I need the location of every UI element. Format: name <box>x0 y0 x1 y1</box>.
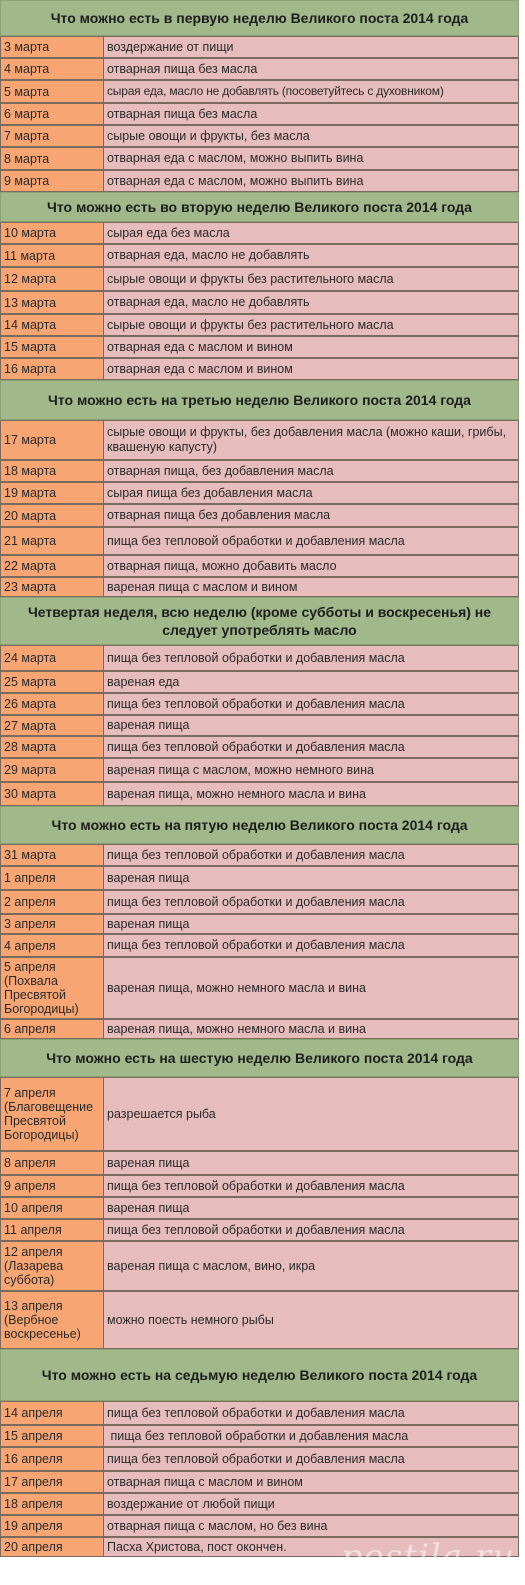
food-cell: пища без тепловой обработки и добавления масла <box>103 890 519 914</box>
table-row <box>0 1425 519 1447</box>
table-row <box>0 671 519 693</box>
date-cell: 19 апреля <box>0 1515 103 1537</box>
week-section <box>0 1349 519 1557</box>
food-cell: пища без тепловой обработки и добавления масла <box>103 1401 519 1425</box>
week-section <box>0 597 519 806</box>
food-cell: вареная пища, можно немного масла и вина <box>103 957 519 1019</box>
food-cell: вареная пища с маслом и вином <box>103 577 519 597</box>
table-row <box>0 80 519 103</box>
date-cell: 22 марта <box>0 555 103 577</box>
table-row <box>0 1471 519 1493</box>
food-cell: отварная пища с маслом, но без вина <box>103 1515 519 1537</box>
food-cell: пища без тепловой обработки и добавления масла <box>103 1175 519 1197</box>
food-cell: пища без тепловой обработки и добавления масла <box>103 736 519 758</box>
date-cell: 13 апреля (Вербное воскресенье) <box>0 1291 103 1349</box>
date-cell: 15 марта <box>0 336 103 358</box>
food-cell: отварная еда, масло не добавлять <box>103 291 519 314</box>
date-cell: 26 марта <box>0 693 103 715</box>
table-row <box>0 1219 519 1241</box>
food-cell: сырые овощи и фрукты, без масла <box>103 125 519 147</box>
food-cell: отварная пища без масла <box>103 58 519 80</box>
date-cell: 30 марта <box>0 782 103 806</box>
date-cell: 1 апреля <box>0 866 103 890</box>
food-cell: Пасха Христова, пост окончен. <box>103 1537 519 1557</box>
date-cell: 20 апреля <box>0 1537 103 1557</box>
food-cell: сырая еда без масла <box>103 222 519 244</box>
table-row <box>0 58 519 80</box>
table-row <box>0 1401 519 1425</box>
date-cell: 28 марта <box>0 736 103 758</box>
food-cell: пища без тепловой обработки и добавления масла <box>103 1425 519 1447</box>
week-header: Что можно есть на пятую неделю Великого поста 2014 года <box>0 806 519 844</box>
week-section <box>0 1039 519 1349</box>
food-cell: пища без тепловой обработки и добавления масла <box>103 934 519 957</box>
food-cell: отварная пища без масла <box>103 103 519 125</box>
food-cell: отварная еда с маслом и вином <box>103 336 519 358</box>
food-cell: пища без тепловой обработки и добавления масла <box>103 645 519 671</box>
table-row <box>0 291 519 314</box>
date-cell: 17 марта <box>0 420 103 460</box>
date-cell: 13 марта <box>0 291 103 314</box>
week-header: Что можно есть на третью неделю Великого поста 2014 года <box>0 380 519 420</box>
food-cell: пища без тепловой обработки и добавления масла <box>103 1219 519 1241</box>
food-cell: отварная еда с маслом и вином <box>103 358 519 380</box>
date-cell: 12 апреля (Лазарева суббота) <box>0 1241 103 1291</box>
week-header: Что можно есть на седьмую неделю Великого поста 2014 года <box>0 1349 519 1401</box>
date-cell: 7 марта <box>0 125 103 147</box>
table-row <box>0 125 519 147</box>
table-row <box>0 555 519 577</box>
food-cell: отварная пища с маслом и вином <box>103 1471 519 1493</box>
date-cell: 4 апреля <box>0 934 103 957</box>
date-cell: 23 марта <box>0 577 103 597</box>
table-row <box>0 36 519 58</box>
food-cell: вареная пища <box>103 866 519 890</box>
table-row <box>0 482 519 504</box>
table-row <box>0 1515 519 1537</box>
food-cell: пища без тепловой обработки и добавления масла <box>103 844 519 866</box>
table-row <box>0 577 519 597</box>
date-cell: 31 марта <box>0 844 103 866</box>
date-cell: 6 марта <box>0 103 103 125</box>
food-cell: отварная еда с маслом, можно выпить вина <box>103 147 519 170</box>
table-row <box>0 244 519 267</box>
table-row <box>0 1197 519 1219</box>
food-cell: отварная пища без добавления масла <box>103 504 519 527</box>
food-cell: вареная пища с маслом, можно немного вина <box>103 758 519 782</box>
table-row <box>0 420 519 460</box>
date-cell: 12 марта <box>0 267 103 291</box>
table-row <box>0 1447 519 1471</box>
table-row <box>0 1151 519 1175</box>
table-row <box>0 147 519 170</box>
food-cell: вареная пища, можно немного масла и вина <box>103 1019 519 1039</box>
week-header: Что можно есть на шестую неделю Великого поста 2014 года <box>0 1039 519 1077</box>
table-row <box>0 527 519 555</box>
table-row <box>0 914 519 934</box>
week-section <box>0 0 519 192</box>
date-cell: 27 марта <box>0 715 103 736</box>
table-row <box>0 890 519 914</box>
food-cell: вареная пища <box>103 1151 519 1175</box>
table-row <box>0 1175 519 1197</box>
date-cell: 11 апреля <box>0 1219 103 1241</box>
food-cell: вареная пища с маслом, вино, икра <box>103 1241 519 1291</box>
date-cell: 25 марта <box>0 671 103 693</box>
table-row <box>0 934 519 957</box>
table-row <box>0 103 519 125</box>
food-cell: отварная еда с маслом, можно выпить вина <box>103 170 519 192</box>
table-row <box>0 1241 519 1291</box>
food-cell: можно поесть немного рыбы <box>103 1291 519 1349</box>
table-row <box>0 844 519 866</box>
date-cell: 8 марта <box>0 147 103 170</box>
table-row <box>0 866 519 890</box>
food-cell: пища без тепловой обработки и добавления масла <box>103 693 519 715</box>
date-cell: 15 апреля <box>0 1425 103 1447</box>
date-cell: 9 апреля <box>0 1175 103 1197</box>
date-cell: 16 марта <box>0 358 103 380</box>
table-row <box>0 1493 519 1515</box>
food-cell: вареная пища <box>103 914 519 934</box>
table-row <box>0 1291 519 1349</box>
date-cell: 20 марта <box>0 504 103 527</box>
date-cell: 5 марта <box>0 80 103 103</box>
table-row <box>0 504 519 527</box>
food-cell: сырые овощи и фрукты без растительного масла <box>103 267 519 291</box>
food-cell: отварная пища, без добавления масла <box>103 460 519 482</box>
table-row <box>0 782 519 806</box>
table-row <box>0 170 519 192</box>
table-row <box>0 715 519 736</box>
date-cell: 29 марта <box>0 758 103 782</box>
food-cell: сырая еда, масло не добавлять (посоветуйтесь с духовником) <box>103 80 519 103</box>
table-row <box>0 314 519 336</box>
date-cell: 11 марта <box>0 244 103 267</box>
date-cell: 18 марта <box>0 460 103 482</box>
date-cell: 6 апреля <box>0 1019 103 1039</box>
date-cell: 9 марта <box>0 170 103 192</box>
food-cell: пища без тепловой обработки и добавления масла <box>103 527 519 555</box>
date-cell: 18 апреля <box>0 1493 103 1515</box>
food-cell: воздержание от пищи <box>103 36 519 58</box>
date-cell: 4 марта <box>0 58 103 80</box>
table-row <box>0 1019 519 1039</box>
food-cell: вареная еда <box>103 671 519 693</box>
week-section <box>0 380 519 597</box>
week-section <box>0 806 519 1039</box>
table-row <box>0 460 519 482</box>
date-cell: 14 марта <box>0 314 103 336</box>
date-cell: 16 апреля <box>0 1447 103 1471</box>
food-cell: сырая пища без добавления масла <box>103 482 519 504</box>
food-cell: вареная пища <box>103 715 519 736</box>
food-cell: сырые овощи и фрукты, без добавления масла (можно каши, грибы, квашеную капусту) <box>103 420 519 460</box>
week-header: Что можно есть во вторую неделю Великого поста 2014 года <box>0 192 519 222</box>
table-row <box>0 222 519 244</box>
date-cell: 3 апреля <box>0 914 103 934</box>
week-header: Четвертая неделя, всю неделю (кроме субботы и воскресенья) не следует употреблять масло <box>0 597 519 645</box>
food-cell: вареная пища, можно немного масла и вина <box>103 782 519 806</box>
food-cell: сырые овощи и фрукты без растительного масла <box>103 314 519 336</box>
date-cell: 24 марта <box>0 645 103 671</box>
food-cell: отварная еда, масло не добавлять <box>103 244 519 267</box>
watermark-logo: postila.ru <box>340 1537 515 1577</box>
table-row <box>0 736 519 758</box>
table-row <box>0 1077 519 1151</box>
week-header: Что можно есть в первую неделю Великого поста 2014 года <box>0 0 519 36</box>
food-cell: воздержание от любой пищи <box>103 1493 519 1515</box>
food-cell: пища без тепловой обработки и добавления масла <box>103 1447 519 1471</box>
food-cell: вареная пища <box>103 1197 519 1219</box>
date-cell: 14 апреля <box>0 1401 103 1425</box>
date-cell: 3 марта <box>0 36 103 58</box>
date-cell: 19 марта <box>0 482 103 504</box>
table-row <box>0 336 519 358</box>
week-section <box>0 192 519 380</box>
date-cell: 17 апреля <box>0 1471 103 1493</box>
date-cell: 5 апреля (Похвала Пресвятой Богородицы) <box>0 957 103 1019</box>
table-row <box>0 267 519 291</box>
table-row <box>0 693 519 715</box>
date-cell: 10 апреля <box>0 1197 103 1219</box>
table-row <box>0 358 519 380</box>
date-cell: 7 апреля (Благовещение Пресвятой Богородицы) <box>0 1077 103 1151</box>
table-row <box>0 758 519 782</box>
date-cell: 10 марта <box>0 222 103 244</box>
table-row <box>0 645 519 671</box>
table-row <box>0 957 519 1019</box>
food-cell: разрешается рыба <box>103 1077 519 1151</box>
date-cell: 21 марта <box>0 527 103 555</box>
food-cell: отварная пища, можно добавить масло <box>103 555 519 577</box>
date-cell: 2 апреля <box>0 890 103 914</box>
date-cell: 8 апреля <box>0 1151 103 1175</box>
